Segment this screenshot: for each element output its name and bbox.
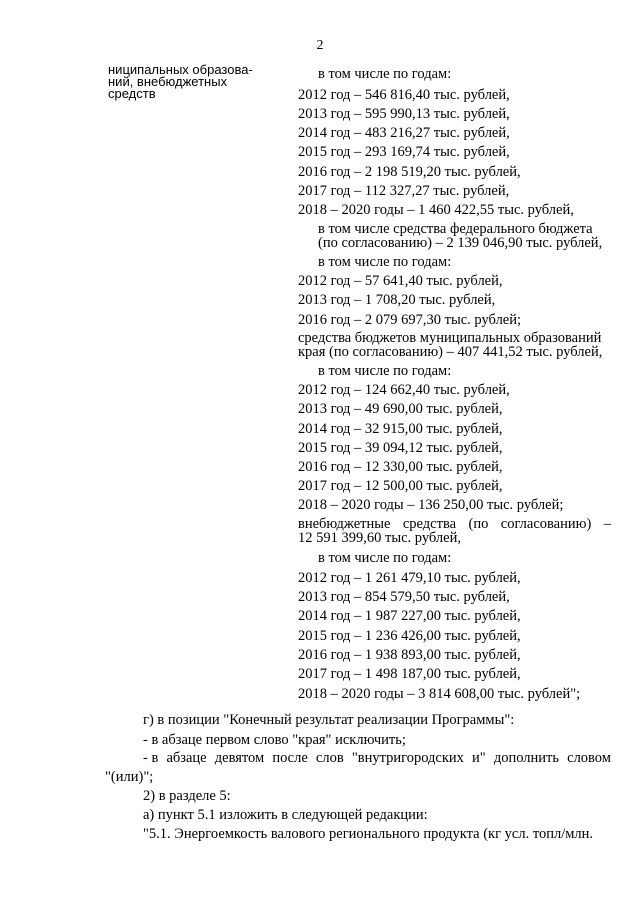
paragraph-item-g-2 [143, 750, 611, 767]
paragraph-item-g-2-continued: "(или)"; [105, 769, 154, 785]
paragraph-item-g-1: - в абзаце первом слово "края" исключить; [143, 732, 406, 748]
left-column-line: ниципальных образова- [108, 62, 253, 77]
extrabudget-year-line: 2016 год – 1 938 893,00 тыс. рублей, [298, 647, 521, 663]
extrabudget-word: (по [468, 516, 489, 532]
extrabudget-year-line: 2013 год – 854 579,50 тыс. рублей, [298, 589, 510, 605]
total-year-line: 2016 год – 2 198 519,20 тыс. рублей, [298, 164, 521, 180]
page-number: 2 [316, 38, 324, 53]
paragraph-word: словом [567, 750, 611, 766]
municipal-line-2: края (по согласованию) – 407 441,52 тыс. рублей, [298, 344, 603, 360]
paragraph-word: - в [143, 750, 159, 766]
municipal-line-1: средства бюджетов муниципальных образований [298, 330, 602, 346]
left-column-label [108, 64, 253, 100]
extrabudget-word: согласованию) [500, 516, 592, 532]
total-year-line: 2012 год – 546 816,40 тыс. рублей, [298, 87, 510, 103]
extrabudget-line-2: 12 591 399,60 тыс. рублей, [298, 530, 461, 546]
municipal-year-line: 2012 год – 124 662,40 тыс. рублей, [298, 382, 510, 398]
extrabudget-year-line: 2018 – 2020 годы – 3 814 608,00 тыс. рублей"; [298, 686, 581, 702]
federal-year-line: 2012 год – 57 641,40 тыс. рублей, [298, 273, 503, 289]
municipal-year-line: 2018 – 2020 годы – 136 250,00 тыс. рублей; [298, 497, 564, 513]
extrabudget-year-line: 2015 год – 1 236 426,00 тыс. рублей, [298, 628, 521, 644]
total-year-line: 2013 год – 595 990,13 тыс. рублей, [298, 106, 510, 122]
extrabudget-word: внебюджетные [298, 516, 391, 532]
federal-line-1: в том числе средства федерального бюджета [318, 221, 593, 237]
extrabudget-word: – [603, 516, 611, 532]
federal-heading: в том числе по годам: [318, 254, 452, 270]
paragraph-word: после [272, 750, 308, 766]
total-year-line: 2014 год – 483 216,27 тыс. рублей, [298, 125, 510, 141]
paragraph-word: дополнить [493, 750, 560, 766]
left-column-line: средств [108, 86, 156, 101]
left-column-line: ний, внебюджетных [108, 74, 228, 89]
paragraph-word: абзаце [166, 750, 207, 766]
municipal-year-line: 2016 год – 12 330,00 тыс. рублей, [298, 459, 503, 475]
extrabudget-heading: в том числе по годам: [318, 550, 452, 566]
extrabudget-line-1 [298, 518, 611, 531]
municipal-year-line: 2015 год – 39 094,12 тыс. рублей, [298, 440, 503, 456]
paragraph-item-a: а) пункт 5.1 изложить в следующей редакции: [143, 807, 428, 823]
municipal-heading: в том числе по годам: [318, 363, 452, 379]
paragraph-word: "внутригородских [351, 750, 464, 766]
federal-year-line: 2016 год – 2 079 697,30 тыс. рублей; [298, 312, 522, 328]
extrabudget-word: средства [402, 516, 457, 532]
municipal-year-line: 2013 год – 49 690,00 тыс. рублей, [298, 401, 503, 417]
extrabudget-year-line: 2017 год – 1 498 187,00 тыс. рублей, [298, 666, 521, 682]
paragraph-word: девятом [214, 750, 265, 766]
municipal-year-line: 2017 год – 12 500,00 тыс. рублей, [298, 478, 503, 494]
municipal-year-line: 2014 год – 32 915,00 тыс. рублей, [298, 421, 503, 437]
total-year-line: 2018 – 2020 годы – 1 460 422,55 тыс. рублей, [298, 202, 574, 218]
paragraph-word: и" [472, 750, 486, 766]
paragraph-item-g: г) в позиции "Конечный результат реализации Программы": [143, 712, 515, 728]
total-year-line: 2017 год – 112 327,27 тыс. рублей, [298, 183, 510, 199]
total-heading: в том числе по годам: [318, 66, 452, 82]
paragraph-item-2: 2) в разделе 5: [143, 788, 231, 804]
federal-year-line: 2013 год – 1 708,20 тыс. рублей, [298, 292, 496, 308]
extrabudget-year-line: 2012 год – 1 261 479,10 тыс. рублей, [298, 570, 521, 586]
extrabudget-year-line: 2014 год – 1 987 227,00 тыс. рублей, [298, 608, 521, 624]
total-year-line: 2015 год – 293 169,74 тыс. рублей, [298, 144, 510, 160]
paragraph-word: слов [315, 750, 344, 766]
federal-line-2: (по согласованию) – 2 139 046,90 тыс. рублей, [318, 235, 603, 251]
paragraph-item-5-1: "5.1. Энергоемкость валового регионального продукта (кг усл. топл/млн. [143, 826, 594, 842]
